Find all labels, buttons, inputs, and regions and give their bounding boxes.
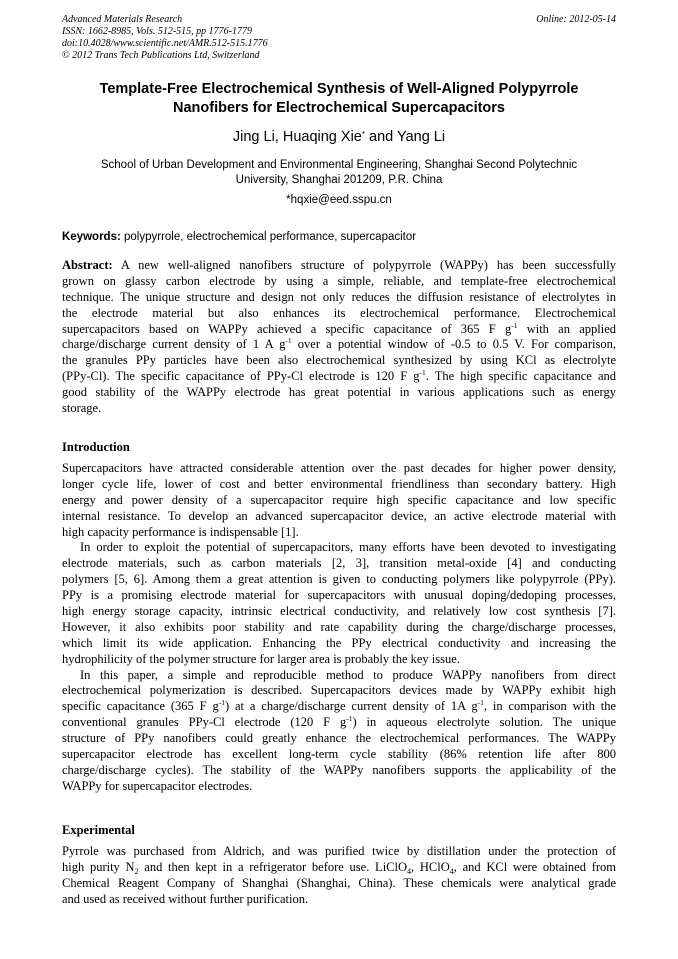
body-line: In this paper, a simple and reproducible method to produce WAPPy nanofibers from direct — [80, 667, 616, 682]
body-line: WAPPy for supercapacitor electrodes. — [62, 778, 253, 793]
authors-last: and Yang Li — [365, 129, 446, 145]
body-line: longer cycle life, lower of cost and better environmental friendliness than secondary battery. High — [62, 476, 616, 491]
journal-name: Advanced Materials Research — [62, 14, 183, 25]
body-line: supercapacitor electrode has excellent long-term cycle stability (86% retention life after 800 — [62, 747, 616, 762]
author-list — [62, 128, 616, 146]
issn: ISSN: 1662-8985, Vols. 512-515, pp 1776-1779 — [62, 26, 252, 37]
body-line: high purity $N_2$ and then kept in a refrigerator before use. LiClO$_4$, HClO$_4$, and KCl were obtained from — [62, 859, 616, 876]
affiliation-line: School of Urban Development and Environmental Engineering, Shanghai Second Polytechnic — [100, 159, 578, 171]
abstract-line: charge/discharge current density of 1 A $g^{-1}$ over a potential window of -0.5 to 0.5 V. For comparison, — [62, 336, 616, 352]
body-line: high energy storage capacity, intrinsic electrical conductivity, and relatively low cost synthesis [7]. — [62, 604, 616, 619]
body-line: energy and power density of a supercapacitor require high specific capacitance and low specific — [62, 492, 616, 507]
abstract-line: Abstract: A new well-aligned nanofibers structure of polypyrrole (WAPPy) has been successfully — [62, 258, 616, 272]
authors-first: Jing Li, Huaqing Xie — [232, 129, 362, 145]
body-line: which limit its wide application. Enhancing the PPy electrical conductivity and increasing the — [62, 635, 616, 650]
affiliation-line: University, Shanghai 201209, P.R. China — [235, 174, 443, 186]
abstract-line: grown on glassy carbon electrode by using a simple, reliable, and template-free electrochemical — [62, 273, 616, 288]
body-line: Pyrrole was purchased from Aldrich, and was purified twice by distillation under the protection of — [62, 844, 616, 858]
abstract-line: the electrode material but also enhances its electrochemical performance. Electrochemical — [62, 305, 616, 320]
corresponding-mark: * — [361, 130, 365, 139]
abstract-line: technique. The unique structure and design not only reduces the diffusion resistance of electrolytes in — [62, 289, 616, 304]
paper-title — [62, 80, 616, 118]
body-line: Chemical Reagent Company of Shanghai (Shanghai, China). These chemicals were analytical grade — [62, 875, 616, 890]
body-line: polymers [5, 6]. Among them a great attention is given to conducting polymers like polypyrrole (PPy). — [62, 572, 616, 587]
section-heading-experimental: Experimental — [62, 823, 135, 837]
keywords-text: polypyrrole, electrochemical performance, supercapacitor — [120, 231, 417, 243]
abstract-label: Abstract: — [62, 258, 113, 272]
abstract — [62, 258, 616, 417]
abstract-line: the granules PPy particles have been also electrochemical synthesized by using KCl as electrolyte — [62, 353, 616, 368]
doi: doi:10.4028/www.scientific.net/AMR.512-515.1776 — [62, 38, 268, 49]
body-line: internal resistance. To develop an advanced supercapacitor device, an active electrode material with — [62, 508, 616, 523]
online-date: Online: 2012-05-14 — [536, 14, 616, 25]
keywords — [62, 230, 616, 245]
body-line: PPy is a promising electrode material for supercapacitors with unusual doping/dedoping processes, — [62, 588, 616, 603]
body-line: hydrophilicity of the polymer structure for larger area is probably the key issue. — [62, 651, 460, 666]
title-line: Template-Free Electrochemical Synthesis of Well-Aligned Polypyrrole — [99, 81, 579, 97]
body-line: specific capacitance (365 F $g^{-1}$) at a charge/discharge current density of 1A $g^{-1}$, in comparison with the — [62, 698, 616, 714]
body-line: However, it also exhibits poor stability and rate capability during the charge/discharge processes, — [62, 619, 616, 634]
keywords-label: Keywords: — [62, 231, 121, 243]
body-line: electrode materials, such as carbon materials [2, 3], transition metal-oxide [4] and conducting — [62, 556, 616, 571]
title-line: Nanofibers for Electrochemical Supercapacitors — [173, 100, 505, 116]
abstract-line: supercapacitors based on WAPPy achieved a specific capacitance of 365 F $g^{-1}$ with an applied — [62, 320, 616, 336]
body-line: charge/discharge cycles). The stability of the WAPPy nanofibers supports the applicability of the — [62, 762, 616, 777]
body-line: In order to exploit the potential of supercapacitors, many efforts have been devoted to investigating — [80, 540, 616, 555]
abstract-line: good stability of the WAPPy electrode has great potential in various applications such as energy — [62, 385, 616, 400]
introduction-body — [62, 461, 616, 795]
abstract-line: storage. — [62, 401, 102, 416]
body-line: high capacity performance is indispensable [1]. — [62, 524, 299, 539]
body-line: Supercapacitors have attracted considerable attention over the past decades for higher power density, — [62, 461, 616, 475]
experimental-body — [62, 844, 616, 908]
affiliation — [62, 158, 616, 188]
section-heading-introduction: Introduction — [62, 440, 130, 454]
corresponding-email: *hqxie@eed.sspu.cn — [286, 194, 392, 206]
body-line: and used as received without further purification. — [62, 891, 309, 906]
abstract-line: (PPy-Cl). The specific capacitance of PPy-Cl electrode is 120 F $g^{-1}$. The high specific capacitance and — [62, 368, 616, 384]
journal-header — [62, 14, 616, 62]
copyright: © 2012 Trans Tech Publications Ltd, Switzerland — [62, 50, 260, 61]
body-line: structure of PPy nanofibers could greatly enhance the electrochemical performances. The WAPPy — [62, 731, 616, 746]
body-line: electrochemical polymerization is described. Supercapacitors devices made by WAPPy exhibit high — [62, 683, 616, 698]
body-line: conventional granules PPy-Cl electrode (120 F $g^{-1}$) in aqueous electrolyte solution. The unique — [62, 714, 616, 730]
